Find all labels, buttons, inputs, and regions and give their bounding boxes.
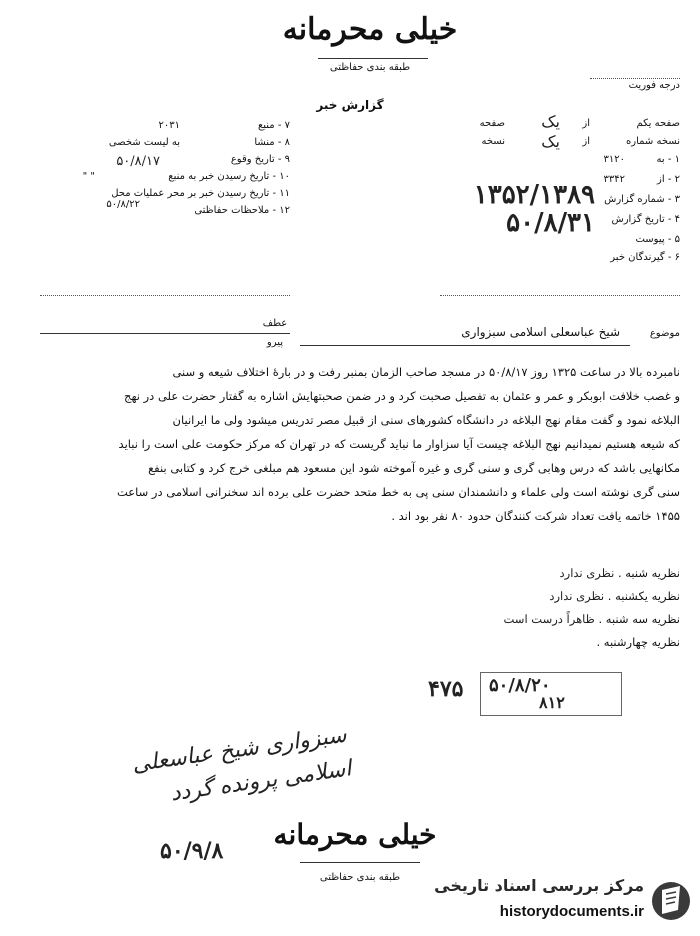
field-report-number-label: ۳ - شماره گزارش: [604, 194, 680, 205]
field-to-label: ۱ - به: [656, 154, 680, 165]
footer-date: ۵۰/۹/۸: [160, 838, 224, 864]
receipt-stamp: [480, 672, 622, 716]
field-origin: [30, 137, 290, 154]
report-title: گزارش خبر: [316, 98, 384, 112]
field-source: [30, 120, 290, 137]
right-fields: [440, 112, 680, 270]
report-body: [30, 360, 680, 528]
field-ops-date-label: ۱۱ - تاریخ رسیدن خبر بر محر عملیات محل: [111, 188, 290, 199]
watermark-url: historydocuments.ir: [499, 903, 644, 920]
field-from-label: ۲ - از: [657, 174, 680, 185]
field-origin-value: به لیست شخصی: [108, 137, 180, 148]
field-page-value: یک: [541, 112, 560, 131]
opinion-sunday-value: نظری ندارد: [549, 589, 605, 603]
stamp-date: ۵۰/۸/۲۰: [489, 675, 551, 696]
field-attachment-label: ۵ - پیوست: [635, 234, 680, 245]
field-occurrence-date-label: ۹ - تاریخ وقوع: [230, 154, 290, 165]
field-copy-label: نسخه شماره: [626, 136, 680, 147]
opinion-tuesday-label: نظریه سه شنبه .: [598, 612, 680, 626]
opinion-tuesday-value: ظاهراً درست است: [503, 612, 595, 626]
field-source-date-label: ۱۰ - تاریخ رسیدن خبر به منبع: [168, 171, 290, 182]
stamp-code: ۸۱۲: [539, 693, 565, 712]
body-line: البلاغه نمود و گفت مقام نهج البلاغه در دانشگاه کشورهای سنی از قبیل مصر تدریس میشود ولی ما ایرانیان: [172, 413, 680, 427]
field-page-end: صفحه: [479, 118, 505, 129]
priority-label: درجه فوریت: [628, 80, 680, 91]
classification-sub-footer: طبقه بندی حفاظتی: [319, 872, 401, 883]
opinion-sunday-label: نظریه یکشنبه .: [607, 589, 680, 603]
body-line: ۱۴۵۵ خاتمه یافت تعداد شرکت کنندگان حدود ۸۰ نفر بود اند .: [391, 509, 680, 523]
field-from-value: ۳۳۴۲: [603, 174, 625, 185]
classification-footer: خیلی محرمانه: [273, 818, 437, 851]
opinion-sunday: [350, 585, 680, 608]
field-copy: [440, 132, 680, 154]
body-line: سنی گری نوشته است ولی علماء و دانشمندان سنی پی به خط متحد حضرت علی برده اند سخنرانی اسلامی در ساعت: [116, 485, 680, 499]
field-recipients-label: ۶ - گیرندگان خبر: [610, 252, 680, 263]
body-line: که شیعه هستیم نمیدانیم نهج البلاغه چیست آیا سزاوار ما نباید گریست که در تهران که مرکز حکومت علی است را نباید: [118, 437, 680, 451]
subject-value: شیخ عباسعلی اسلامی سبزواری: [461, 325, 620, 339]
opinions: [350, 562, 680, 654]
field-source-label: ۷ - منبع: [257, 120, 290, 131]
field-ops-date-value: ۵۰/۸/۲۲: [106, 199, 140, 210]
field-ops-date: [30, 188, 290, 205]
left-fields: [30, 120, 290, 222]
field-copy-mid: از: [582, 136, 590, 147]
field-to: [440, 154, 680, 174]
subject-label: موضوع: [649, 328, 680, 339]
field-copy-value: یک: [541, 132, 560, 151]
field-report-date-label: ۴ - تاریخ گزارش: [611, 214, 680, 225]
classification-header: خیلی محرمانه: [282, 12, 458, 47]
field-report-date-value: ۵۰/۸/۳۱: [506, 208, 595, 238]
handwritten-note: سبزواری شیخ عباسعلی اسلامی پرونده گردد: [130, 722, 353, 807]
body-line: مکانهایی باشد که درس وهابی گری و سنی گری و غیره آموخته شود این مسعود هم مبلغی خرج کرد و کتابی بنفع: [148, 461, 680, 475]
classification-sub-header: طبقه بندی حفاظتی: [329, 62, 411, 73]
field-occurrence-date: [30, 154, 290, 171]
field-security: [30, 199, 290, 222]
field-security-label: ۱۲ - ملاحظات حفاظتی: [194, 205, 290, 216]
field-page-label: صفحه یکم: [636, 118, 680, 129]
opinion-saturday-label: نظریه شنبه .: [617, 566, 680, 580]
body-line: و غصب خلافت ابوبکر و عمر و عثمان به تفصیل صحبت کرد و در ضمن صحبتهایش اشاره به گفتار حضرت علی در نهج: [124, 389, 680, 403]
body-line: نامبرده بالا در ساعت ۱۳۲۵ روز ۵۰/۸/۱۷ در مسجد صاحب الزمان بمنبر رفت و در بارۀ اختلاف شیعه و سنی: [172, 365, 680, 379]
field-copy-end: نسخه: [481, 136, 505, 147]
field-source-date: [30, 171, 290, 188]
field-origin-label: ۸ - منشا: [254, 137, 290, 148]
field-source-date-value: " ": [82, 171, 95, 182]
field-source-value: ۲۰۳۱: [158, 120, 180, 131]
opinion-saturday: [350, 562, 680, 585]
atf-sub-label: پیرو: [266, 337, 284, 348]
opinion-wednesday: [350, 631, 680, 654]
field-occurrence-date-value: ۵۰/۸/۱۷: [116, 154, 160, 169]
field-recipients: [440, 252, 680, 270]
opinion-wednesday-label: نظریه چهارشنبه .: [596, 635, 680, 649]
opinion-saturday-value: نظری ندارد: [559, 566, 615, 580]
watermark-name: مرکز بررسی اسناد تاریخی: [434, 876, 644, 895]
field-page: [440, 112, 680, 136]
opinion-tuesday: [350, 608, 680, 631]
stamp-number: ۴۷۵: [428, 676, 464, 702]
field-page-mid: از: [582, 118, 590, 129]
watermark: [430, 870, 695, 932]
field-report-number-value: ۱۳۵۲/۱۳۸۹: [473, 180, 595, 210]
field-report-date: [440, 208, 680, 238]
field-to-value: ۳۱۲۰: [603, 154, 625, 165]
archive-logo-icon: [650, 876, 692, 926]
atf-label: عطف: [262, 318, 288, 329]
